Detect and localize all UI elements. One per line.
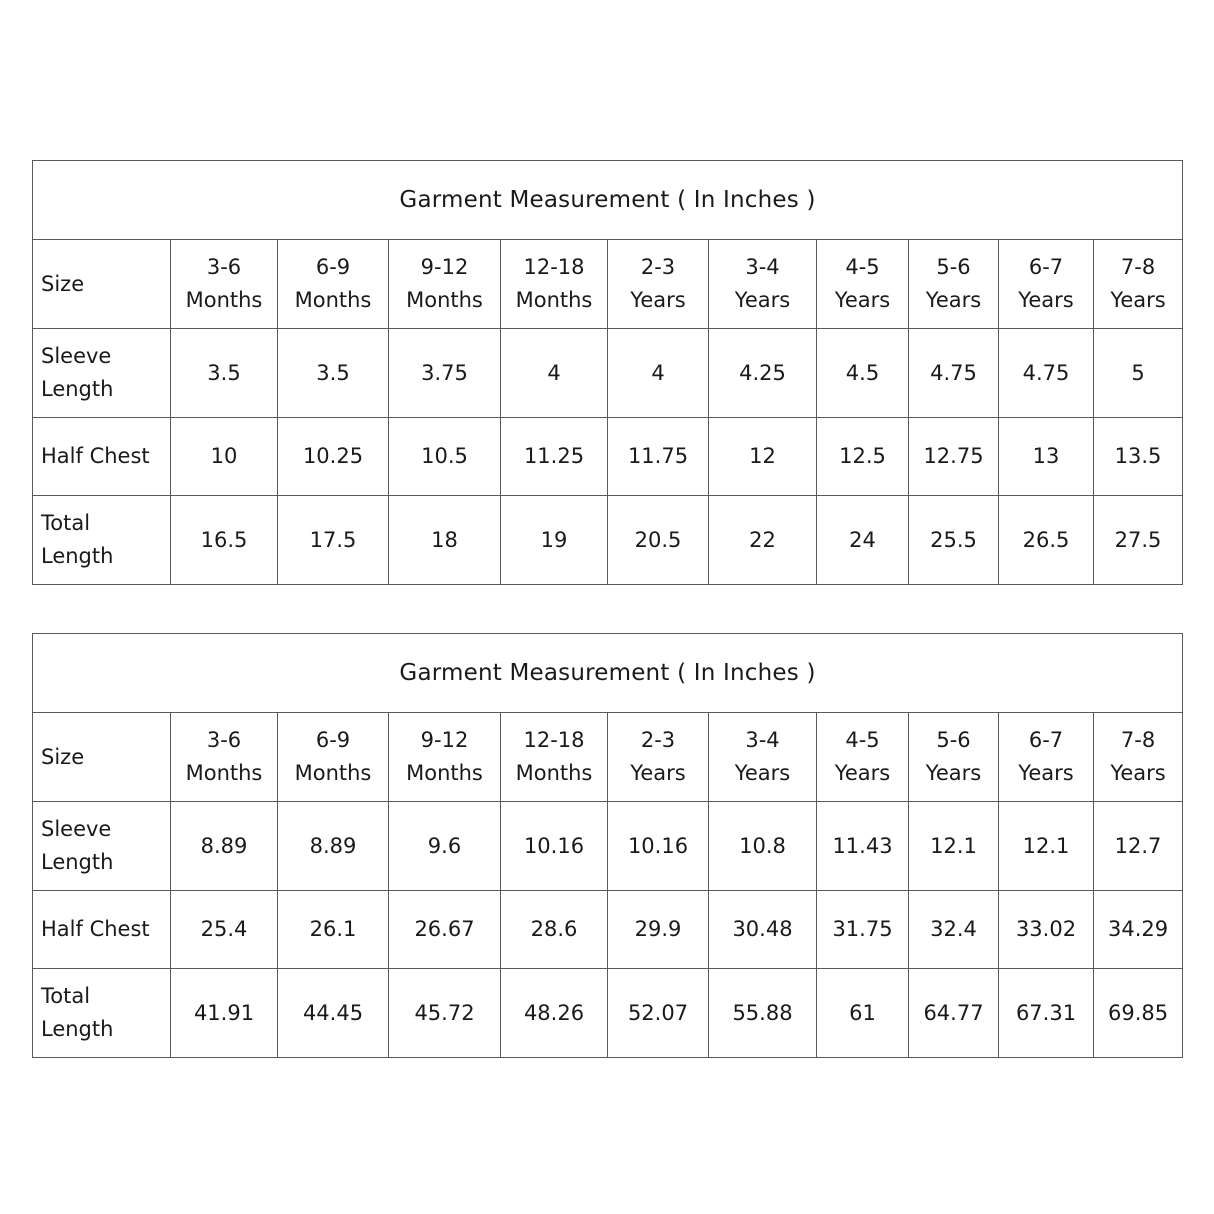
row-label-line: Sleeve	[41, 817, 112, 841]
size-header	[999, 240, 1094, 329]
size-unit: Months	[294, 761, 372, 785]
size-range: 5-6	[936, 728, 971, 752]
measurement-cell: 26.1	[278, 891, 389, 969]
size-range: 6-7	[1028, 728, 1064, 752]
size-header	[278, 240, 389, 329]
size-header	[501, 713, 608, 802]
measurement-cell: 20.5	[608, 496, 709, 585]
measurement-cell: 8.89	[278, 802, 389, 891]
size-unit: Years	[834, 761, 891, 785]
measurement-cell: 34.29	[1094, 891, 1183, 969]
size-unit: Years	[630, 288, 686, 312]
measurement-cell: 27.5	[1094, 496, 1183, 585]
size-range: 9-12	[420, 728, 469, 752]
measurement-cell: 32.4	[909, 891, 999, 969]
row-label-line: Length	[41, 544, 114, 568]
size-unit: Months	[294, 288, 372, 312]
size-unit: Years	[1110, 761, 1166, 785]
measurement-cell: 4	[608, 329, 709, 418]
measurement-cell: 61	[817, 969, 909, 1058]
row-label	[33, 329, 171, 418]
row-label	[33, 496, 171, 585]
measurement-cell: 48.26	[501, 969, 608, 1058]
size-chart-table	[32, 633, 1183, 1058]
measurement-cell: 26.67	[389, 891, 501, 969]
size-range: 2-3	[640, 728, 676, 752]
measurement-cell: 55.88	[709, 969, 817, 1058]
measurement-cell: 4.75	[999, 329, 1094, 418]
row-label	[33, 802, 171, 891]
measurement-cell: 30.48	[709, 891, 817, 969]
size-range: 2-3	[640, 255, 676, 279]
size-range: 7-8	[1120, 255, 1156, 279]
total-length-row	[33, 496, 1183, 585]
measurement-cell: 12	[709, 418, 817, 496]
measurement-cell: 3.5	[171, 329, 278, 418]
measurement-cell: 12.1	[909, 802, 999, 891]
measurement-cell: 19	[501, 496, 608, 585]
size-header	[608, 240, 709, 329]
size-unit: Months	[515, 761, 593, 785]
size-label: Size	[33, 713, 171, 802]
measurement-cell: 13.5	[1094, 418, 1183, 496]
total-length-row	[33, 969, 1183, 1058]
size-unit: Years	[734, 761, 791, 785]
row-label: Half Chest	[33, 891, 171, 969]
measurement-cell: 9.6	[389, 802, 501, 891]
measurement-cell: 67.31	[999, 969, 1094, 1058]
row-label-line: Total	[41, 511, 91, 535]
measurement-cell: 4.75	[909, 329, 999, 418]
size-header	[389, 713, 501, 802]
half-chest-row	[33, 891, 1183, 969]
size-range: 6-9	[315, 728, 351, 752]
measurement-cell: 41.91	[171, 969, 278, 1058]
size-header	[1094, 713, 1183, 802]
table-title: Garment Measurement ( In Inches )	[33, 634, 1183, 713]
measurement-cell: 10.5	[389, 418, 501, 496]
size-unit: Years	[1110, 288, 1166, 312]
measurement-cell: 12.7	[1094, 802, 1183, 891]
size-unit: Years	[1018, 288, 1074, 312]
size-unit: Months	[515, 288, 593, 312]
size-range: 6-9	[315, 255, 351, 279]
size-header	[817, 713, 909, 802]
measurement-cell: 10.25	[278, 418, 389, 496]
size-range: 3-6	[206, 728, 242, 752]
size-range: 4-5	[845, 255, 880, 279]
size-header	[389, 240, 501, 329]
size-range: 3-6	[206, 255, 242, 279]
measurement-cell: 4.5	[817, 329, 909, 418]
measurement-cell: 28.6	[501, 891, 608, 969]
measurement-cell: 52.07	[608, 969, 709, 1058]
size-range: 7-8	[1120, 728, 1156, 752]
measurement-cell: 8.89	[171, 802, 278, 891]
size-header	[817, 240, 909, 329]
measurement-cell: 45.72	[389, 969, 501, 1058]
size-label: Size	[33, 240, 171, 329]
row-label-line: Length	[41, 377, 114, 401]
measurement-cell: 5	[1094, 329, 1183, 418]
measurement-cell: 33.02	[999, 891, 1094, 969]
size-header	[909, 713, 999, 802]
row-label-line: Total	[41, 984, 91, 1008]
measurement-cell: 24	[817, 496, 909, 585]
size-header	[278, 713, 389, 802]
row-label: Half Chest	[33, 418, 171, 496]
size-header	[171, 240, 278, 329]
measurement-cell: 25.4	[171, 891, 278, 969]
table-title-row	[33, 634, 1183, 713]
measurement-cell: 10.8	[709, 802, 817, 891]
measurement-cell: 17.5	[278, 496, 389, 585]
size-unit: Months	[185, 288, 263, 312]
measurement-cell: 11.43	[817, 802, 909, 891]
size-range: 4-5	[845, 728, 880, 752]
row-label-line: Length	[41, 1017, 114, 1041]
size-unit: Years	[1018, 761, 1074, 785]
size-unit: Years	[630, 761, 686, 785]
measurement-cell: 69.85	[1094, 969, 1183, 1058]
size-header	[709, 240, 817, 329]
sleeve-length-row	[33, 329, 1183, 418]
measurement-cell: 29.9	[608, 891, 709, 969]
size-header	[909, 240, 999, 329]
measurement-cell: 12.5	[817, 418, 909, 496]
size-unit: Years	[834, 288, 891, 312]
sleeve-length-row	[33, 802, 1183, 891]
size-range: 5-6	[936, 255, 971, 279]
size-row	[33, 240, 1183, 329]
size-unit: Years	[925, 288, 982, 312]
size-header	[171, 713, 278, 802]
size-range: 12-18	[523, 728, 585, 752]
measurement-cell: 16.5	[171, 496, 278, 585]
size-header	[1094, 240, 1183, 329]
size-unit: Months	[406, 288, 483, 312]
measurement-cell: 44.45	[278, 969, 389, 1058]
measurement-cell: 4	[501, 329, 608, 418]
measurement-cell: 25.5	[909, 496, 999, 585]
measurement-cell: 26.5	[999, 496, 1094, 585]
measurement-cell: 22	[709, 496, 817, 585]
measurement-cell: 18	[389, 496, 501, 585]
measurement-cell: 3.5	[278, 329, 389, 418]
size-row	[33, 713, 1183, 802]
size-range: 3-4	[745, 728, 780, 752]
measurement-cell: 3.75	[389, 329, 501, 418]
table-title: Garment Measurement ( In Inches )	[33, 161, 1183, 240]
size-unit: Months	[406, 761, 483, 785]
half-chest-row	[33, 418, 1183, 496]
size-header	[999, 713, 1094, 802]
measurement-cell: 4.25	[709, 329, 817, 418]
measurement-cell: 12.1	[999, 802, 1094, 891]
size-header	[608, 713, 709, 802]
size-header	[501, 240, 608, 329]
measurement-cell: 11.25	[501, 418, 608, 496]
size-range: 3-4	[745, 255, 780, 279]
table-title-row	[33, 161, 1183, 240]
measurement-cell: 11.75	[608, 418, 709, 496]
measurement-cell: 10.16	[608, 802, 709, 891]
size-range: 9-12	[420, 255, 469, 279]
measurement-cell: 13	[999, 418, 1094, 496]
size-unit: Months	[185, 761, 263, 785]
measurement-cell: 10	[171, 418, 278, 496]
size-range: 12-18	[523, 255, 585, 279]
size-unit: Years	[925, 761, 982, 785]
size-chart-table	[32, 160, 1183, 585]
row-label-line: Length	[41, 850, 114, 874]
size-unit: Years	[734, 288, 791, 312]
measurement-cell: 12.75	[909, 418, 999, 496]
row-label-line: Sleeve	[41, 344, 112, 368]
size-header	[709, 713, 817, 802]
size-range: 6-7	[1028, 255, 1064, 279]
measurement-cell: 31.75	[817, 891, 909, 969]
measurement-cell: 64.77	[909, 969, 999, 1058]
measurement-cell: 10.16	[501, 802, 608, 891]
row-label	[33, 969, 171, 1058]
